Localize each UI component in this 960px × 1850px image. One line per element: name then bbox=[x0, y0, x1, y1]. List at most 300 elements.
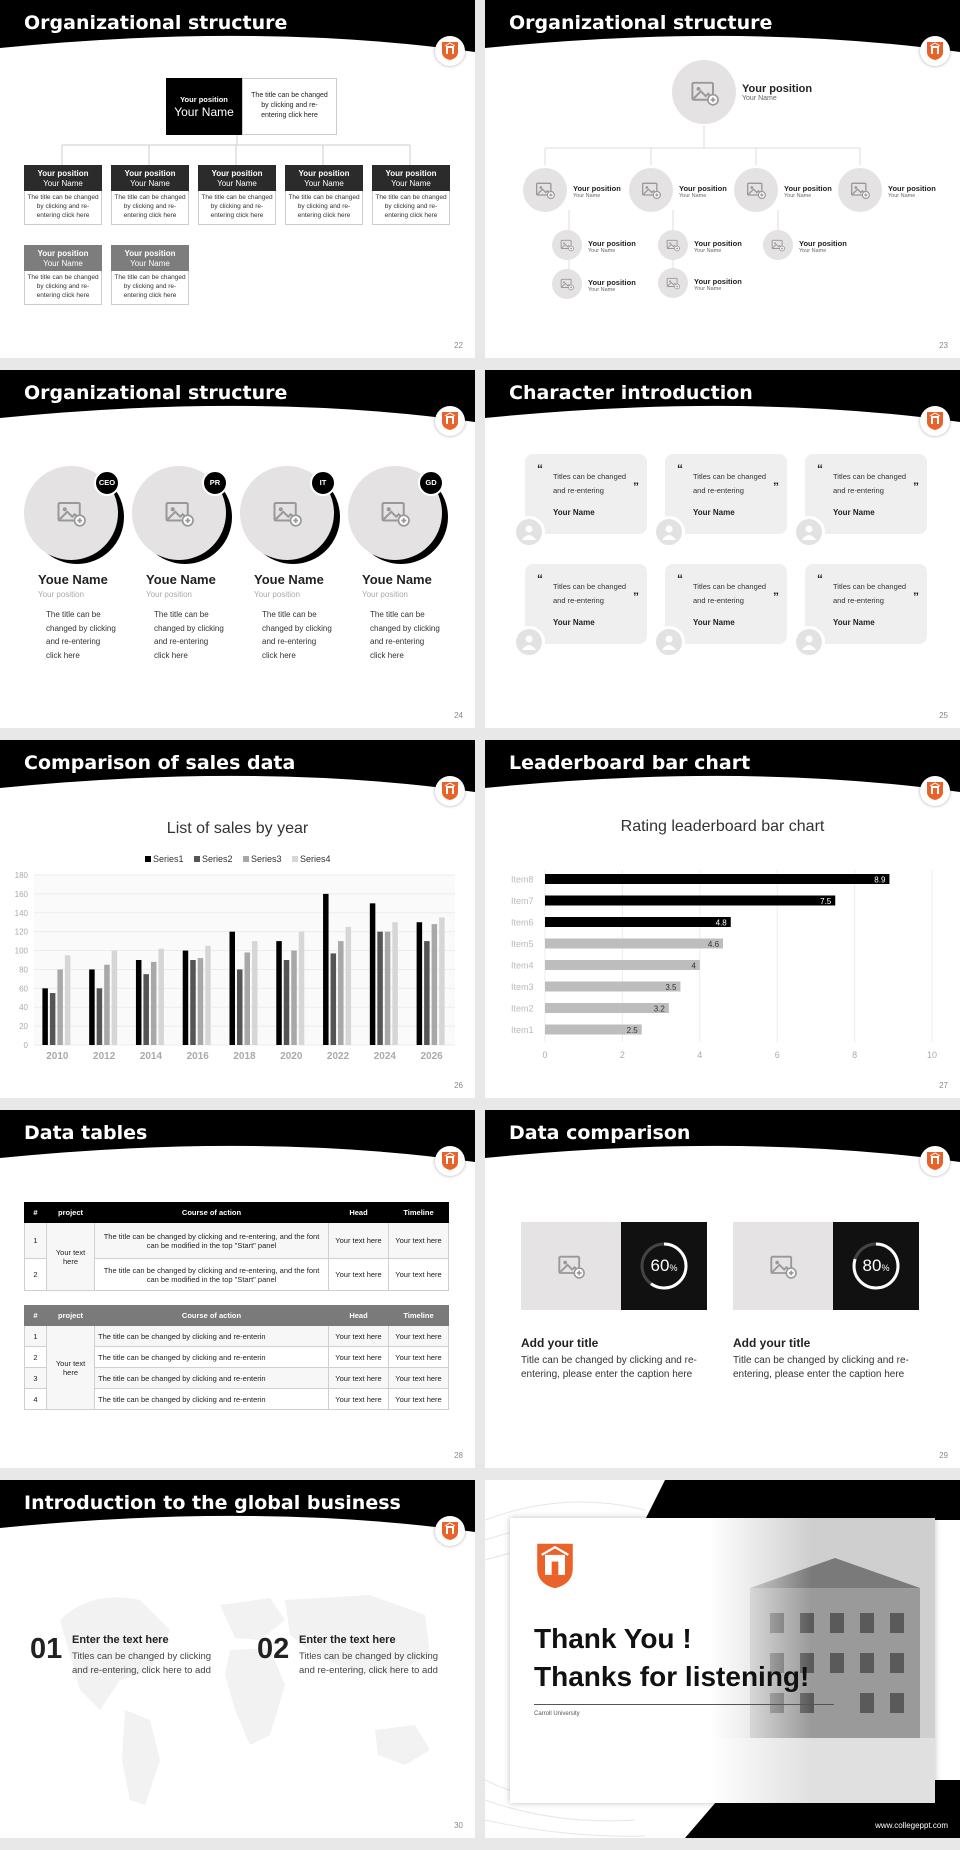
quote-text: Titles can be changed and re-entering bbox=[833, 472, 907, 495]
person-name: Youe Name bbox=[146, 572, 216, 587]
avatar-placeholder[interactable] bbox=[629, 168, 673, 212]
quote-open-icon: “ bbox=[537, 572, 543, 586]
y-tick-label: Item6 bbox=[511, 917, 534, 928]
y-tick-label: 20 bbox=[19, 1022, 28, 1032]
y-tick-label: 60 bbox=[19, 984, 28, 994]
timeline-cell: Your text here bbox=[389, 1347, 449, 1368]
position-box[interactable] bbox=[372, 165, 450, 191]
data-label: 3.5 bbox=[665, 983, 677, 992]
action-cell: The title can be changed by clicking and re-enterin bbox=[95, 1389, 329, 1410]
image-placeholder-icon bbox=[164, 498, 194, 533]
world-map-background bbox=[30, 1560, 460, 1820]
position-text bbox=[573, 184, 621, 199]
role-label: IT bbox=[319, 478, 327, 487]
role-label: PR bbox=[209, 478, 221, 487]
bar bbox=[545, 896, 835, 906]
name-label: Your Name bbox=[888, 193, 916, 199]
action-cell: The title can be changed by clicking and re-enterin bbox=[95, 1347, 329, 1368]
bar bbox=[143, 974, 149, 1045]
top-position-box[interactable] bbox=[166, 78, 242, 135]
avatar bbox=[793, 516, 825, 548]
university-logo bbox=[435, 1146, 465, 1176]
row-num: 2 bbox=[25, 1259, 47, 1291]
quote-open-icon: “ bbox=[537, 462, 543, 476]
timeline-cell: Your text here bbox=[389, 1389, 449, 1410]
action-cell: The title can be changed by clicking and re-entering, and the font can be modified in the top "Start" panel bbox=[95, 1259, 329, 1291]
col-timeline: Timeline bbox=[389, 1203, 449, 1223]
x-tick-label: 8 bbox=[852, 1050, 858, 1060]
head-cell: Your text here bbox=[329, 1347, 389, 1368]
quote-close-icon: ” bbox=[913, 590, 919, 604]
percent-unit: % bbox=[669, 1263, 678, 1273]
role-badge bbox=[94, 470, 120, 496]
y-tick-label: 160 bbox=[14, 889, 28, 899]
university-logo bbox=[920, 776, 950, 806]
table-row bbox=[25, 1223, 449, 1259]
slide-24[interactable] bbox=[0, 370, 475, 728]
slide-title: Organizational structure bbox=[509, 12, 773, 34]
page-number: 24 bbox=[454, 711, 463, 720]
y-tick-label: 40 bbox=[19, 1003, 28, 1013]
y-tick-label: 80 bbox=[19, 965, 28, 975]
page-number: 29 bbox=[939, 1451, 948, 1460]
x-tick-label: 6 bbox=[774, 1050, 780, 1060]
col-timeline: Timeline bbox=[389, 1306, 449, 1326]
position-box[interactable] bbox=[198, 165, 276, 191]
legend-swatch bbox=[145, 856, 151, 862]
university-name: Carroll University bbox=[534, 1711, 580, 1717]
divider bbox=[534, 1704, 834, 1705]
avatar bbox=[653, 626, 685, 658]
name-label: Your Name bbox=[588, 287, 616, 293]
image-placeholder[interactable] bbox=[521, 1222, 621, 1310]
quote-close-icon: ” bbox=[773, 480, 779, 494]
bar bbox=[57, 969, 63, 1045]
percent-number: 60 bbox=[650, 1256, 670, 1275]
bar bbox=[424, 941, 430, 1045]
person-position: Your position bbox=[38, 590, 84, 599]
bar bbox=[338, 941, 344, 1045]
quote-author: Your Name bbox=[693, 618, 735, 627]
item-title: Add your title bbox=[521, 1336, 599, 1350]
position-label: Your position bbox=[679, 184, 727, 193]
col-project: project bbox=[47, 1306, 95, 1326]
avatar bbox=[653, 516, 685, 548]
data-label: 2.5 bbox=[626, 1026, 638, 1035]
data-label: 4 bbox=[691, 961, 696, 971]
slide-26[interactable] bbox=[0, 740, 475, 1098]
name-label: Your Name bbox=[217, 178, 257, 188]
bar bbox=[151, 962, 157, 1045]
slide-22[interactable] bbox=[0, 0, 475, 358]
thank-you-line2: Thanks for listening! bbox=[534, 1661, 810, 1692]
avatar-placeholder[interactable] bbox=[763, 230, 793, 260]
data-label: 4.8 bbox=[715, 918, 727, 928]
role-badge bbox=[202, 470, 228, 496]
quote-close-icon: ” bbox=[913, 480, 919, 494]
bar bbox=[97, 988, 103, 1045]
slide-title: Organizational structure bbox=[24, 12, 288, 34]
position-label: Your position bbox=[784, 184, 832, 193]
avatar-placeholder[interactable] bbox=[552, 269, 582, 299]
bar bbox=[245, 952, 251, 1045]
position-description: The title can be changed by clicking and re-entering click here bbox=[285, 191, 363, 225]
page-number: 26 bbox=[454, 1081, 463, 1090]
name-label: Your Name bbox=[588, 248, 616, 254]
position-label: Your position bbox=[37, 169, 89, 178]
quote-card[interactable] bbox=[805, 454, 927, 534]
head-cell: Your text here bbox=[329, 1259, 389, 1291]
university-logo bbox=[920, 1146, 950, 1176]
timeline-cell: Your text here bbox=[389, 1259, 449, 1291]
leaderboard-bar-chart bbox=[485, 840, 960, 1070]
name-label: Your Name bbox=[799, 248, 827, 254]
position-label: Your position bbox=[694, 277, 742, 286]
top-description: The title can be changed by clicking and re-entering click here bbox=[242, 78, 337, 135]
bar bbox=[136, 960, 142, 1045]
bar bbox=[230, 932, 236, 1045]
role-badge bbox=[310, 470, 336, 496]
position-description: The title can be changed by clicking and re-entering click here bbox=[111, 191, 189, 225]
legend-label: Series4 bbox=[300, 854, 331, 864]
item-description: Titles can be changed by clicking and re-entering, click here to add bbox=[299, 1651, 439, 1677]
role-label: GD bbox=[425, 478, 437, 487]
slide-title: Data tables bbox=[24, 1122, 148, 1144]
position-label: Your position bbox=[124, 169, 176, 178]
x-tick-label: 2020 bbox=[280, 1051, 303, 1062]
position-box[interactable] bbox=[24, 165, 102, 191]
position-text bbox=[742, 83, 812, 102]
slide-title: Introduction to the global business bbox=[24, 1492, 401, 1514]
col-action: Course of action bbox=[95, 1306, 329, 1326]
col-num: # bbox=[25, 1203, 47, 1223]
y-tick-label: Item8 bbox=[511, 874, 534, 885]
project-cell: Your text here bbox=[47, 1223, 95, 1291]
bar bbox=[190, 960, 196, 1045]
x-tick-label: 0 bbox=[542, 1050, 548, 1060]
position-box[interactable] bbox=[24, 245, 102, 271]
university-crest bbox=[535, 1540, 575, 1592]
quote-close-icon: ” bbox=[633, 590, 639, 604]
row-num: 1 bbox=[25, 1223, 47, 1259]
data-label: 7.5 bbox=[820, 897, 832, 906]
position-box[interactable] bbox=[111, 165, 189, 191]
avatar-placeholder[interactable] bbox=[734, 168, 778, 212]
y-tick-label: Item5 bbox=[511, 939, 534, 949]
bar bbox=[545, 960, 700, 970]
progress-panel bbox=[621, 1222, 707, 1310]
quote-author: Your Name bbox=[553, 508, 595, 517]
position-text bbox=[679, 184, 727, 199]
bar bbox=[545, 982, 680, 992]
position-label: Your position bbox=[799, 239, 847, 248]
name-label: Your Name bbox=[43, 258, 83, 268]
name-label: Your Name bbox=[130, 258, 170, 268]
page-number: 22 bbox=[454, 341, 463, 350]
image-placeholder-icon bbox=[560, 238, 574, 257]
university-logo bbox=[435, 406, 465, 436]
bar bbox=[112, 951, 118, 1045]
data-label: 4.6 bbox=[707, 940, 720, 949]
name-label: Your Name bbox=[742, 95, 777, 102]
bar bbox=[545, 874, 889, 884]
bar bbox=[237, 969, 243, 1045]
bar bbox=[385, 932, 391, 1045]
slide-23[interactable] bbox=[485, 0, 960, 358]
bar bbox=[545, 939, 723, 949]
position-text bbox=[799, 239, 847, 254]
image-placeholder-icon bbox=[641, 180, 661, 205]
avatar-placeholder[interactable] bbox=[658, 268, 688, 298]
bar bbox=[198, 958, 204, 1045]
image-placeholder-icon bbox=[272, 498, 302, 533]
image-placeholder-icon bbox=[746, 180, 766, 205]
person-description: The title can be changed by clicking and re-entering click here bbox=[262, 610, 332, 660]
avatar-placeholder[interactable] bbox=[552, 230, 582, 260]
bar bbox=[252, 941, 258, 1045]
person-icon bbox=[802, 634, 816, 655]
name-label: Your Name bbox=[573, 193, 601, 199]
person-position: Your position bbox=[254, 590, 300, 599]
avatar-placeholder[interactable] bbox=[658, 230, 688, 260]
name-label: Your Name bbox=[784, 193, 812, 199]
row-num: 1 bbox=[25, 1326, 47, 1347]
bar bbox=[158, 949, 164, 1045]
y-tick-label: Item2 bbox=[511, 1003, 534, 1014]
university-logo bbox=[435, 36, 465, 66]
image-placeholder-icon bbox=[557, 1252, 585, 1285]
avatar-placeholder[interactable] bbox=[523, 168, 567, 212]
position-label: Your position bbox=[385, 169, 437, 178]
name-label: Your Name bbox=[43, 178, 83, 188]
legend-label: Series2 bbox=[202, 854, 233, 864]
legend-swatch bbox=[243, 856, 249, 862]
position-text bbox=[784, 184, 832, 199]
image-placeholder-icon bbox=[771, 238, 785, 257]
image-placeholder[interactable] bbox=[733, 1222, 833, 1310]
bar bbox=[323, 894, 329, 1045]
data-table-1 bbox=[24, 1202, 449, 1291]
slide-title: Comparison of sales data bbox=[24, 752, 296, 774]
avatar bbox=[513, 516, 545, 548]
image-placeholder-icon bbox=[560, 277, 574, 296]
x-tick-label: 2018 bbox=[233, 1051, 256, 1062]
item-title: Enter the text here bbox=[72, 1634, 169, 1646]
bar bbox=[183, 951, 189, 1045]
person-name: Youe Name bbox=[254, 572, 324, 587]
slide-29[interactable] bbox=[485, 1110, 960, 1468]
slide-31[interactable] bbox=[485, 1480, 960, 1838]
col-num: # bbox=[25, 1306, 47, 1326]
position-label: Your position bbox=[573, 184, 621, 193]
legend-label: Series3 bbox=[251, 854, 282, 864]
position-text bbox=[888, 184, 936, 199]
page-number: 30 bbox=[454, 1821, 463, 1830]
y-tick-label: 100 bbox=[14, 946, 28, 956]
x-tick-label: 2016 bbox=[186, 1051, 209, 1062]
quote-text: Titles can be changed and re-entering bbox=[833, 582, 907, 605]
thank-you-card bbox=[510, 1518, 935, 1803]
quote-open-icon: “ bbox=[817, 572, 823, 586]
bar bbox=[284, 960, 290, 1045]
quote-open-icon: “ bbox=[677, 572, 683, 586]
bar bbox=[276, 941, 282, 1045]
quote-text: Titles can be changed and re-entering bbox=[693, 582, 767, 605]
project-cell: Your text here bbox=[47, 1326, 95, 1410]
position-label: Your position bbox=[298, 169, 350, 178]
position-text bbox=[694, 277, 742, 292]
bar bbox=[370, 903, 376, 1045]
name-label: Your Name bbox=[304, 178, 344, 188]
position-label: Your position bbox=[37, 249, 89, 258]
position-label: Your position bbox=[588, 278, 636, 287]
action-cell: The title can be changed by clicking and re-enterin bbox=[95, 1368, 329, 1389]
bar bbox=[104, 965, 110, 1045]
bar bbox=[205, 946, 211, 1045]
col-action: Course of action bbox=[95, 1203, 329, 1223]
quote-card[interactable] bbox=[665, 454, 787, 534]
legend-swatch bbox=[292, 856, 298, 862]
thank-you-line1: Thank You ! bbox=[534, 1623, 692, 1654]
head-cell: Your text here bbox=[329, 1223, 389, 1259]
timeline-cell: Your text here bbox=[389, 1368, 449, 1389]
legend-label: Series1 bbox=[153, 854, 184, 864]
position-label: Your position bbox=[211, 169, 263, 178]
percent-number: 80 bbox=[862, 1256, 882, 1275]
chart-title: Rating leaderboard bar chart bbox=[620, 818, 825, 835]
quote-text: Titles can be changed and re-entering bbox=[553, 582, 627, 605]
y-tick-label: Item4 bbox=[511, 960, 534, 971]
person-name: Youe Name bbox=[38, 572, 108, 587]
bar bbox=[417, 922, 423, 1045]
avatar-placeholder[interactable] bbox=[672, 60, 736, 124]
bar bbox=[545, 1003, 669, 1013]
x-tick-label: 2012 bbox=[93, 1051, 116, 1062]
quote-author: Your Name bbox=[833, 508, 875, 517]
person-icon bbox=[662, 524, 676, 545]
x-tick-label: 2010 bbox=[46, 1051, 69, 1062]
quote-author: Your Name bbox=[553, 618, 595, 627]
x-tick-label: 2014 bbox=[139, 1051, 163, 1062]
col-project: project bbox=[47, 1203, 95, 1223]
item-title: Add your title bbox=[733, 1336, 811, 1350]
image-placeholder-icon bbox=[380, 498, 410, 533]
quote-card[interactable] bbox=[525, 454, 647, 534]
y-tick-label: 120 bbox=[14, 927, 28, 937]
image-placeholder-icon bbox=[56, 498, 86, 533]
image-placeholder-icon bbox=[535, 180, 555, 205]
table-row bbox=[25, 1326, 449, 1347]
position-description: The title can be changed by clicking and re-entering click here bbox=[372, 191, 450, 225]
person-icon bbox=[662, 634, 676, 655]
head-cell: Your text here bbox=[329, 1368, 389, 1389]
avatar-placeholder[interactable] bbox=[838, 168, 882, 212]
bar bbox=[392, 922, 398, 1045]
bar bbox=[299, 932, 305, 1045]
bar bbox=[331, 953, 337, 1045]
quote-card[interactable] bbox=[805, 564, 927, 644]
slide-28[interactable] bbox=[0, 1110, 475, 1468]
item-description: Titles can be changed by clicking and re-entering, click here to add bbox=[72, 1651, 212, 1677]
bar bbox=[439, 918, 445, 1046]
slide-27[interactable] bbox=[485, 740, 960, 1098]
quote-card[interactable] bbox=[665, 564, 787, 644]
item-title: Enter the text here bbox=[299, 1634, 396, 1646]
website-url[interactable]: www.collegeppt.com bbox=[875, 1821, 948, 1830]
slide-30[interactable] bbox=[0, 1480, 475, 1838]
item-number: 01 bbox=[30, 1633, 63, 1665]
slide-title: Leaderboard bar chart bbox=[509, 752, 751, 774]
item-number: 02 bbox=[257, 1633, 290, 1665]
quote-text: Titles can be changed and re-entering bbox=[553, 472, 627, 495]
slide-25[interactable] bbox=[485, 370, 960, 728]
quote-card[interactable] bbox=[525, 564, 647, 644]
top-name: Your Name bbox=[174, 105, 234, 119]
position-description: The title can be changed by clicking and re-entering click here bbox=[111, 271, 189, 305]
percent-value bbox=[621, 1256, 707, 1276]
name-label: Your Name bbox=[130, 178, 170, 188]
position-description: The title can be changed by clicking and re-entering click here bbox=[24, 271, 102, 305]
quote-text: Titles can be changed and re-entering bbox=[693, 472, 767, 495]
page-number: 25 bbox=[939, 711, 948, 720]
university-logo bbox=[435, 1516, 465, 1546]
x-tick-label: 2024 bbox=[373, 1051, 396, 1062]
x-tick-label: 4 bbox=[697, 1050, 703, 1060]
bar bbox=[377, 932, 383, 1045]
quote-open-icon: “ bbox=[677, 462, 683, 476]
x-tick-label: 2026 bbox=[420, 1051, 443, 1062]
position-label: Your position bbox=[742, 83, 813, 95]
quote-author: Your Name bbox=[833, 618, 875, 627]
y-tick-label: 180 bbox=[14, 871, 28, 880]
timeline-cell: Your text here bbox=[389, 1223, 449, 1259]
percent-value bbox=[833, 1256, 919, 1276]
person-icon bbox=[522, 524, 536, 545]
image-placeholder-icon bbox=[850, 180, 870, 205]
bar bbox=[65, 955, 71, 1045]
position-box[interactable] bbox=[111, 245, 189, 271]
percent-unit: % bbox=[881, 1263, 890, 1273]
quote-close-icon: ” bbox=[773, 590, 779, 604]
row-num: 2 bbox=[25, 1347, 47, 1368]
role-label: CEO bbox=[98, 478, 116, 487]
avatar bbox=[793, 626, 825, 658]
position-label: Your position bbox=[888, 184, 936, 193]
row-num: 4 bbox=[25, 1389, 47, 1410]
quote-author: Your Name bbox=[693, 508, 735, 517]
y-tick-label: Item1 bbox=[511, 1025, 534, 1035]
timeline-cell: Your text here bbox=[389, 1326, 449, 1347]
bar bbox=[346, 927, 352, 1045]
position-label: Your position bbox=[588, 239, 636, 248]
bar bbox=[432, 924, 438, 1045]
person-icon bbox=[802, 524, 816, 545]
image-placeholder-icon bbox=[666, 276, 680, 295]
bar bbox=[42, 988, 48, 1045]
name-label: Your Name bbox=[694, 286, 722, 292]
image-placeholder-icon bbox=[690, 78, 719, 112]
slide-title: Data comparison bbox=[509, 1122, 691, 1144]
bar bbox=[50, 993, 56, 1045]
slide-title: Character introduction bbox=[509, 382, 753, 404]
position-box[interactable] bbox=[285, 165, 363, 191]
university-logo bbox=[920, 406, 950, 436]
person-position: Your position bbox=[146, 590, 192, 599]
slide-title: Organizational structure bbox=[24, 382, 288, 404]
bar bbox=[291, 951, 297, 1045]
bar bbox=[545, 917, 731, 927]
org-connectors bbox=[0, 135, 475, 167]
